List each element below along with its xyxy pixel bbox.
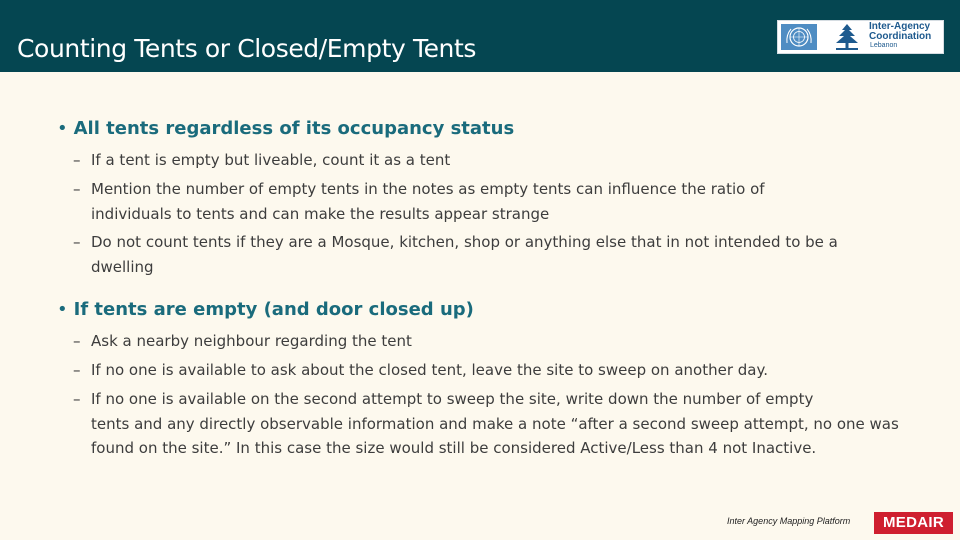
bullet-icon: • bbox=[57, 118, 68, 139]
dash-icon: – bbox=[73, 180, 81, 198]
sub-bullet bbox=[73, 177, 901, 226]
sub-bullet-text: If a tent is empty but liveable, count it as a tent bbox=[91, 151, 451, 169]
org-country: Lebanon bbox=[870, 42, 898, 49]
org-name-line1: Inter-Agency bbox=[869, 21, 931, 32]
bullet-icon: • bbox=[57, 299, 68, 320]
sub-bullet bbox=[73, 148, 901, 173]
sub-bullet-continuation: tents and any directly observable information and make a note “after a second sweep attempt, no one was found on the site.” In this case the size would still be considered Active/Less than 4 not Inactive. bbox=[91, 414, 899, 457]
sub-bullet-text: If no one is available on the second attempt to sweep the site, write down the number of empty bbox=[91, 390, 814, 408]
sub-bullet-continuation: dwelling bbox=[91, 257, 154, 276]
sub-bullet-text: Ask a nearby neighbour regarding the tent bbox=[91, 332, 412, 350]
dash-icon: – bbox=[73, 151, 81, 169]
slide-title: Counting Tents or Closed/Empty Tents bbox=[17, 34, 477, 63]
sub-bullet-text: If no one is available to ask about the closed tent, leave the site to sweep on another day. bbox=[91, 361, 768, 379]
dash-icon: – bbox=[73, 233, 81, 251]
bullet-heading-text: If tents are empty (and door closed up) bbox=[73, 299, 474, 320]
dash-icon: – bbox=[73, 390, 81, 408]
sub-bullet bbox=[73, 358, 901, 383]
footer-platform-label: Inter Agency Mapping Platform bbox=[727, 516, 851, 526]
bullet-heading-text: All tents regardless of its occupancy status bbox=[73, 118, 515, 139]
org-name-line2: Coordination bbox=[869, 31, 932, 42]
sub-bullet bbox=[73, 329, 901, 354]
sub-bullet bbox=[73, 387, 901, 461]
dash-icon: – bbox=[73, 361, 81, 379]
sub-bullet bbox=[73, 230, 901, 279]
medair-logo: MEDAIR bbox=[874, 512, 953, 534]
sub-bullet-text: Do not count tents if they are a Mosque, kitchen, shop or anything else that in not intended to be a bbox=[91, 233, 838, 251]
sub-bullet-text: Mention the number of empty tents in the notes as empty tents can influence the ratio of bbox=[91, 180, 765, 198]
sub-bullet-continuation: individuals to tents and can make the results appear strange bbox=[91, 204, 550, 223]
bullet-heading bbox=[57, 299, 474, 320]
bullet-heading bbox=[57, 118, 514, 139]
dash-icon: – bbox=[73, 332, 81, 350]
